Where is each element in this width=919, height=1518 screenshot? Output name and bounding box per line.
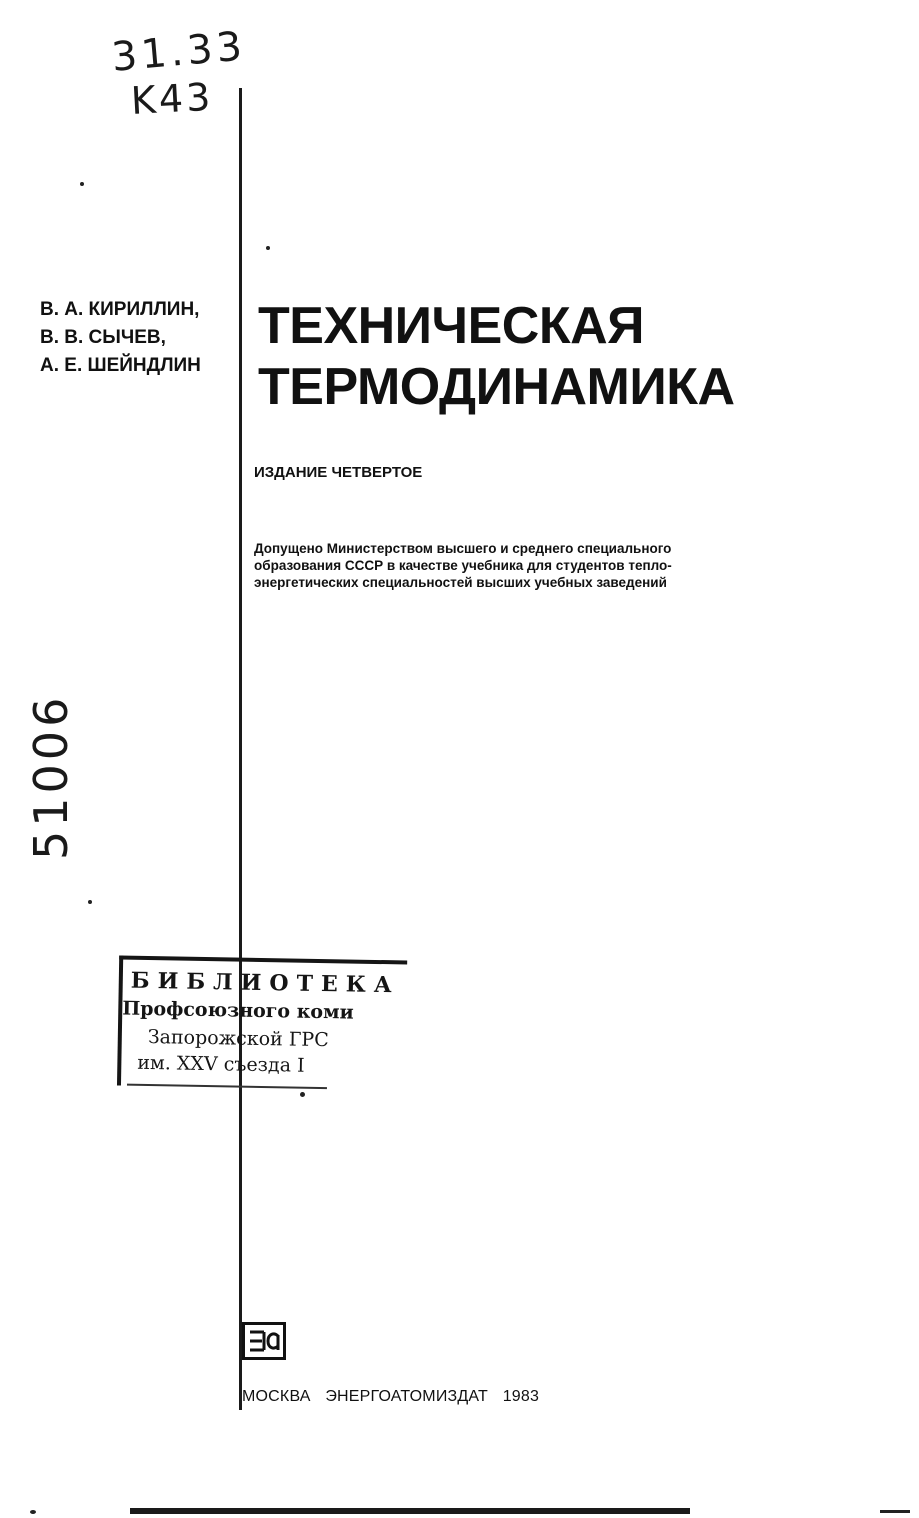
title-line-1: ТЕХНИЧЕСКАЯ bbox=[258, 297, 644, 355]
book-title bbox=[258, 296, 735, 418]
imprint-year: 1983 bbox=[502, 1388, 540, 1405]
scan-edge-shadow bbox=[130, 1508, 690, 1514]
imprint-city: МОСКВА bbox=[242, 1388, 311, 1405]
scan-speck bbox=[880, 1510, 910, 1513]
scan-speck bbox=[88, 900, 92, 904]
stamp-border-bottom bbox=[127, 1084, 327, 1089]
approval-statement bbox=[254, 540, 794, 591]
handwritten-author-mark: K43 bbox=[129, 74, 215, 123]
approval-line-1: Допущено Министерством высшего и среднего специального bbox=[254, 541, 672, 556]
library-stamp bbox=[117, 955, 409, 1100]
imprint-line bbox=[242, 1388, 549, 1406]
scan-speck bbox=[30, 1510, 36, 1514]
energoatomizdat-logo-icon bbox=[242, 1322, 286, 1360]
approval-line-2: образования СССР в качестве учебника для студентов тепло- bbox=[254, 558, 672, 573]
authors-block bbox=[40, 296, 232, 380]
title-line-2: ТЕРМОДИНАМИКА bbox=[258, 358, 735, 416]
scan-speck bbox=[266, 246, 270, 250]
stamp-line-union: Профсоюзного коми bbox=[122, 997, 354, 1024]
stamp-line-region: Запорожской ГРС bbox=[147, 1025, 329, 1052]
scan-speck bbox=[300, 1092, 305, 1097]
imprint-publisher: ЭНЕРГОАТОМИЗДАТ bbox=[325, 1388, 489, 1405]
author-1: В. А. КИРИЛЛИН, bbox=[40, 299, 200, 320]
handwritten-shelf-code: 31.33 bbox=[109, 23, 248, 81]
stamp-line-congress: им. XXV съезда I bbox=[137, 1051, 305, 1077]
stamp-border-left bbox=[117, 955, 123, 1085]
stamp-library-heading: БИБЛИОТЕКА bbox=[130, 967, 400, 999]
author-3: А. Е. ШЕЙНДЛИН bbox=[40, 355, 201, 376]
vertical-divider bbox=[239, 88, 242, 1410]
handwritten-inventory-number: 51006 bbox=[24, 693, 78, 860]
scan-speck bbox=[80, 182, 84, 186]
author-2: В. В. СЫЧЕВ, bbox=[40, 327, 166, 348]
approval-line-3: энергетических специальностей высших учебных заведений bbox=[254, 575, 667, 590]
stamp-border-top bbox=[119, 955, 407, 964]
edition-label: ИЗДАНИЕ ЧЕТВЕРТОЕ bbox=[254, 464, 423, 481]
